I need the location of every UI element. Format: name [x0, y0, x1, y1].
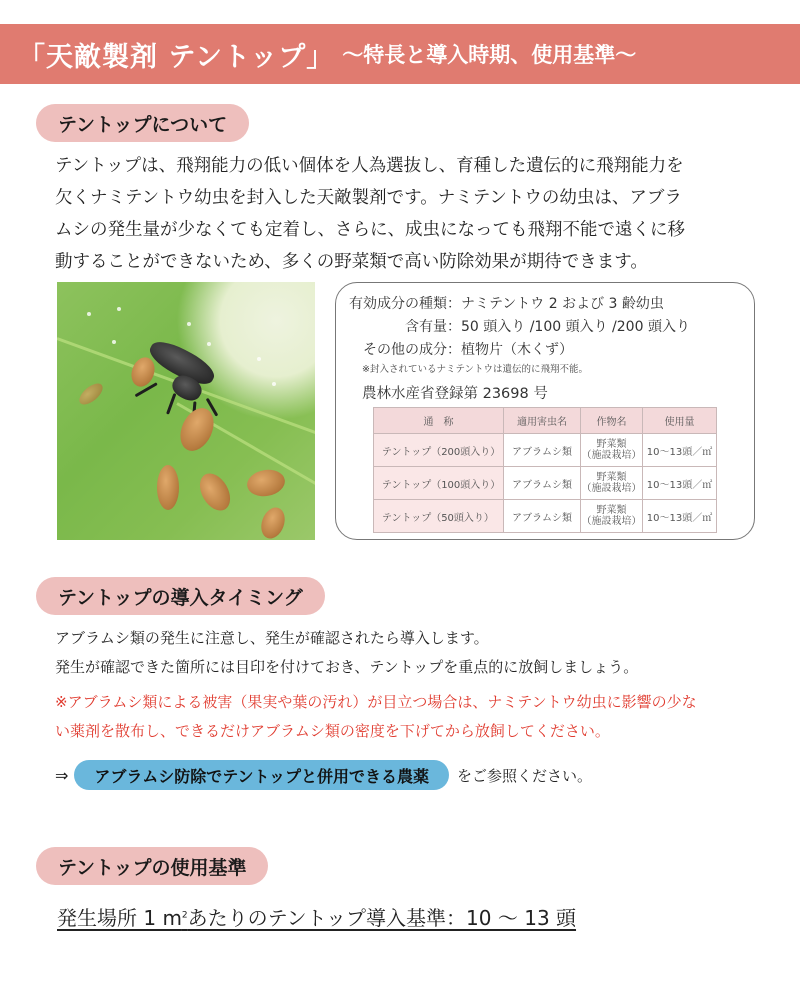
compatible-pesticides-link[interactable]: アブラムシ防除でテントップと併用できる農薬 — [74, 760, 449, 790]
info-note: ※封入されているナミテントウは遺伝的に飛翔不能。 — [362, 364, 588, 375]
arrow-right-icon: ⇒ — [55, 765, 69, 785]
timing-line-2: 発生が確認できた箇所には目印を付けておき、テントップを重点的に放飼しましょう。 — [55, 658, 639, 676]
section-heading-timing-label: テントップの導入タイミング — [58, 586, 303, 609]
info-value: 50 頭入り /100 頭入り /200 頭入り — [461, 319, 690, 335]
link-suffix-text: をご参照ください。 — [456, 766, 592, 785]
info-label: 有効成分の種類： — [349, 296, 461, 312]
about-line-4: 動することができないため、多くの野菜類で高い防除効果が期待できます。 — [55, 252, 648, 272]
cell-name: テントップ（200頭入り） — [374, 434, 504, 467]
warning-line-1: ※アブラムシ類による被害（果実や葉の汚れ）が目立つ場合は、ナミテントウ幼虫に影響の少な — [55, 693, 697, 711]
col-header-amount: 使用量 — [643, 408, 717, 434]
usage-standard-text — [57, 902, 576, 931]
standard-sup: 2 — [181, 910, 188, 921]
warning-note — [55, 688, 775, 746]
about-line-3: ムシの発生量が少なくても定着し、さらに、成虫になっても飛翔不能で遠くに移 — [55, 220, 685, 240]
cell-pest: アブラムシ類 — [504, 500, 581, 533]
standard-text-before: 発生場所 1 m — [57, 906, 182, 930]
timing-paragraph — [55, 624, 775, 682]
cell-pest: アブラムシ類 — [504, 434, 581, 467]
cell-pest: アブラムシ類 — [504, 467, 581, 500]
about-line-1: テントップは、飛翔能力の低い個体を人為選抜し、育種した遺伝的に飛翔能力を — [55, 156, 684, 176]
table-row — [374, 500, 717, 533]
cell-crop: 野菜類 （施設栽培） — [581, 500, 643, 533]
cell-amount: 10〜13頭／㎡ — [643, 434, 717, 467]
cell-name: テントップ（100頭入り） — [374, 467, 504, 500]
ladybug-larva-photo — [57, 282, 315, 540]
about-line-2: 欠くナミテントウ幼虫を封入した天敵製剤です。ナミテントウの幼虫は、アブラ — [55, 188, 682, 208]
section-heading-standard-label: テントップの使用基準 — [58, 856, 247, 879]
registration-number: 農林水産省登録第 23698 号 — [362, 386, 548, 402]
spec-table-header — [374, 408, 717, 434]
info-row-ingredient — [341, 293, 664, 313]
info-row-other — [341, 339, 573, 359]
cell-amount: 10〜13頭／㎡ — [643, 467, 717, 500]
cell-crop: 野菜類 （施設栽培） — [581, 434, 643, 467]
info-value: 植物片（木くず） — [461, 342, 573, 358]
about-paragraph — [55, 150, 775, 278]
banner-subtitle: 〜特長と導入時期、使用基準〜 — [342, 43, 637, 67]
col-header-crop: 作物名 — [581, 408, 643, 434]
standard-text-after: あたりのテントップ導入基準：10 〜 13 頭 — [187, 906, 577, 930]
reference-link-row — [55, 760, 592, 790]
col-header-name: 通 称 — [374, 408, 504, 434]
info-label: その他の成分： — [363, 342, 461, 358]
timing-line-1: アブラムシ類の発生に注意し、発生が確認されたら導入します。 — [55, 629, 489, 647]
table-row — [374, 467, 717, 500]
section-heading-standard — [36, 847, 268, 885]
table-row — [374, 434, 717, 467]
info-label: 含有量： — [405, 319, 461, 335]
spec-table — [373, 407, 717, 533]
col-header-pest: 適用害虫名 — [504, 408, 581, 434]
warning-line-2: い薬剤を散布し、できるだけアブラムシ類の密度を下げてから放飼してください。 — [55, 722, 610, 740]
info-value: ナミテントウ 2 および 3 齢幼虫 — [461, 296, 664, 312]
section-heading-timing — [36, 577, 325, 615]
section-heading-about-label: テントップについて — [58, 113, 228, 136]
info-row-content — [341, 316, 690, 336]
cell-crop: 野菜類 （施設栽培） — [581, 467, 643, 500]
cell-amount: 10〜13頭／㎡ — [643, 500, 717, 533]
product-info-box — [335, 282, 755, 540]
page-banner — [0, 24, 800, 84]
banner-title: 「天敵製剤 テントップ」 — [18, 41, 335, 73]
section-heading-about — [36, 104, 249, 142]
cell-name: テントップ（50頭入り） — [374, 500, 504, 533]
